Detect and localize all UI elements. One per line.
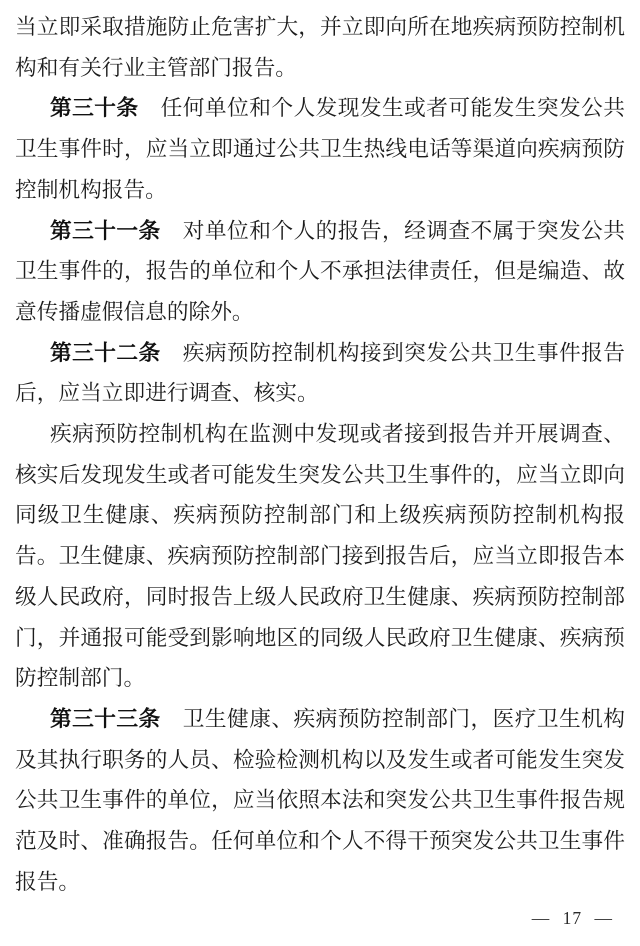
paragraph: [15, 699, 625, 903]
document-body: [15, 7, 625, 902]
paragraph-text: 卫生健康、疾病预防控制部门，医疗卫生机构及其执行职务的人员、检验检测机构以及发生或者可能发生突发公共卫生事件的单位，应当依照本法和突发公共卫生事件报告规范及时、准确报告。任何单位和个人不得干预突发公共卫生事件报告。: [15, 706, 625, 894]
article-number: 第三十一条: [50, 217, 183, 243]
paragraph-text: 当立即采取措施防止危害扩大，并立即向所在地疾病预防控制机构和有关行业主管部门报告。: [15, 15, 625, 80]
paragraph: [15, 211, 625, 333]
paragraph: [15, 7, 625, 88]
paragraph-text: 任何单位和个人发现发生或者可能发生突发公共卫生事件时，应当立即通过公共卫生热线电话等渠道向疾病预防控制机构报告。: [15, 96, 625, 202]
paragraph: [15, 333, 625, 414]
article-number: 第三十条: [50, 95, 161, 121]
paragraph: [15, 414, 625, 699]
page-number: — 17 —: [531, 908, 613, 928]
paragraph-text: 对单位和个人的报告，经调查不属于突发公共卫生事件的，报告的单位和个人不承担法律责任，但是编造、故意传播虚假信息的除外。: [15, 218, 625, 324]
paragraph: [15, 88, 625, 210]
article-number: 第三十二条: [50, 339, 183, 365]
paragraph-text: 疾病预防控制机构接到突发公共卫生事件报告后，应当立即进行调查、核实。: [15, 340, 625, 406]
article-number: 第三十三条: [50, 705, 183, 731]
paragraph-text: 疾病预防控制机构在监测中发现或者接到报告并开展调查、核实后发现发生或者可能发生突发公共卫生事件的，应当立即向同级卫生健康、疾病预防控制部门和上级疾病预防控制机构报告。卫生健康、疾病预防控制部门接到报告后，应当立即报告本级人民政府，同时报告上级人民政府卫生健康、疾病预防控制部门，并通报可能受到影响地区的同级人民政府卫生健康、疾病预防控制部门。: [15, 422, 625, 691]
